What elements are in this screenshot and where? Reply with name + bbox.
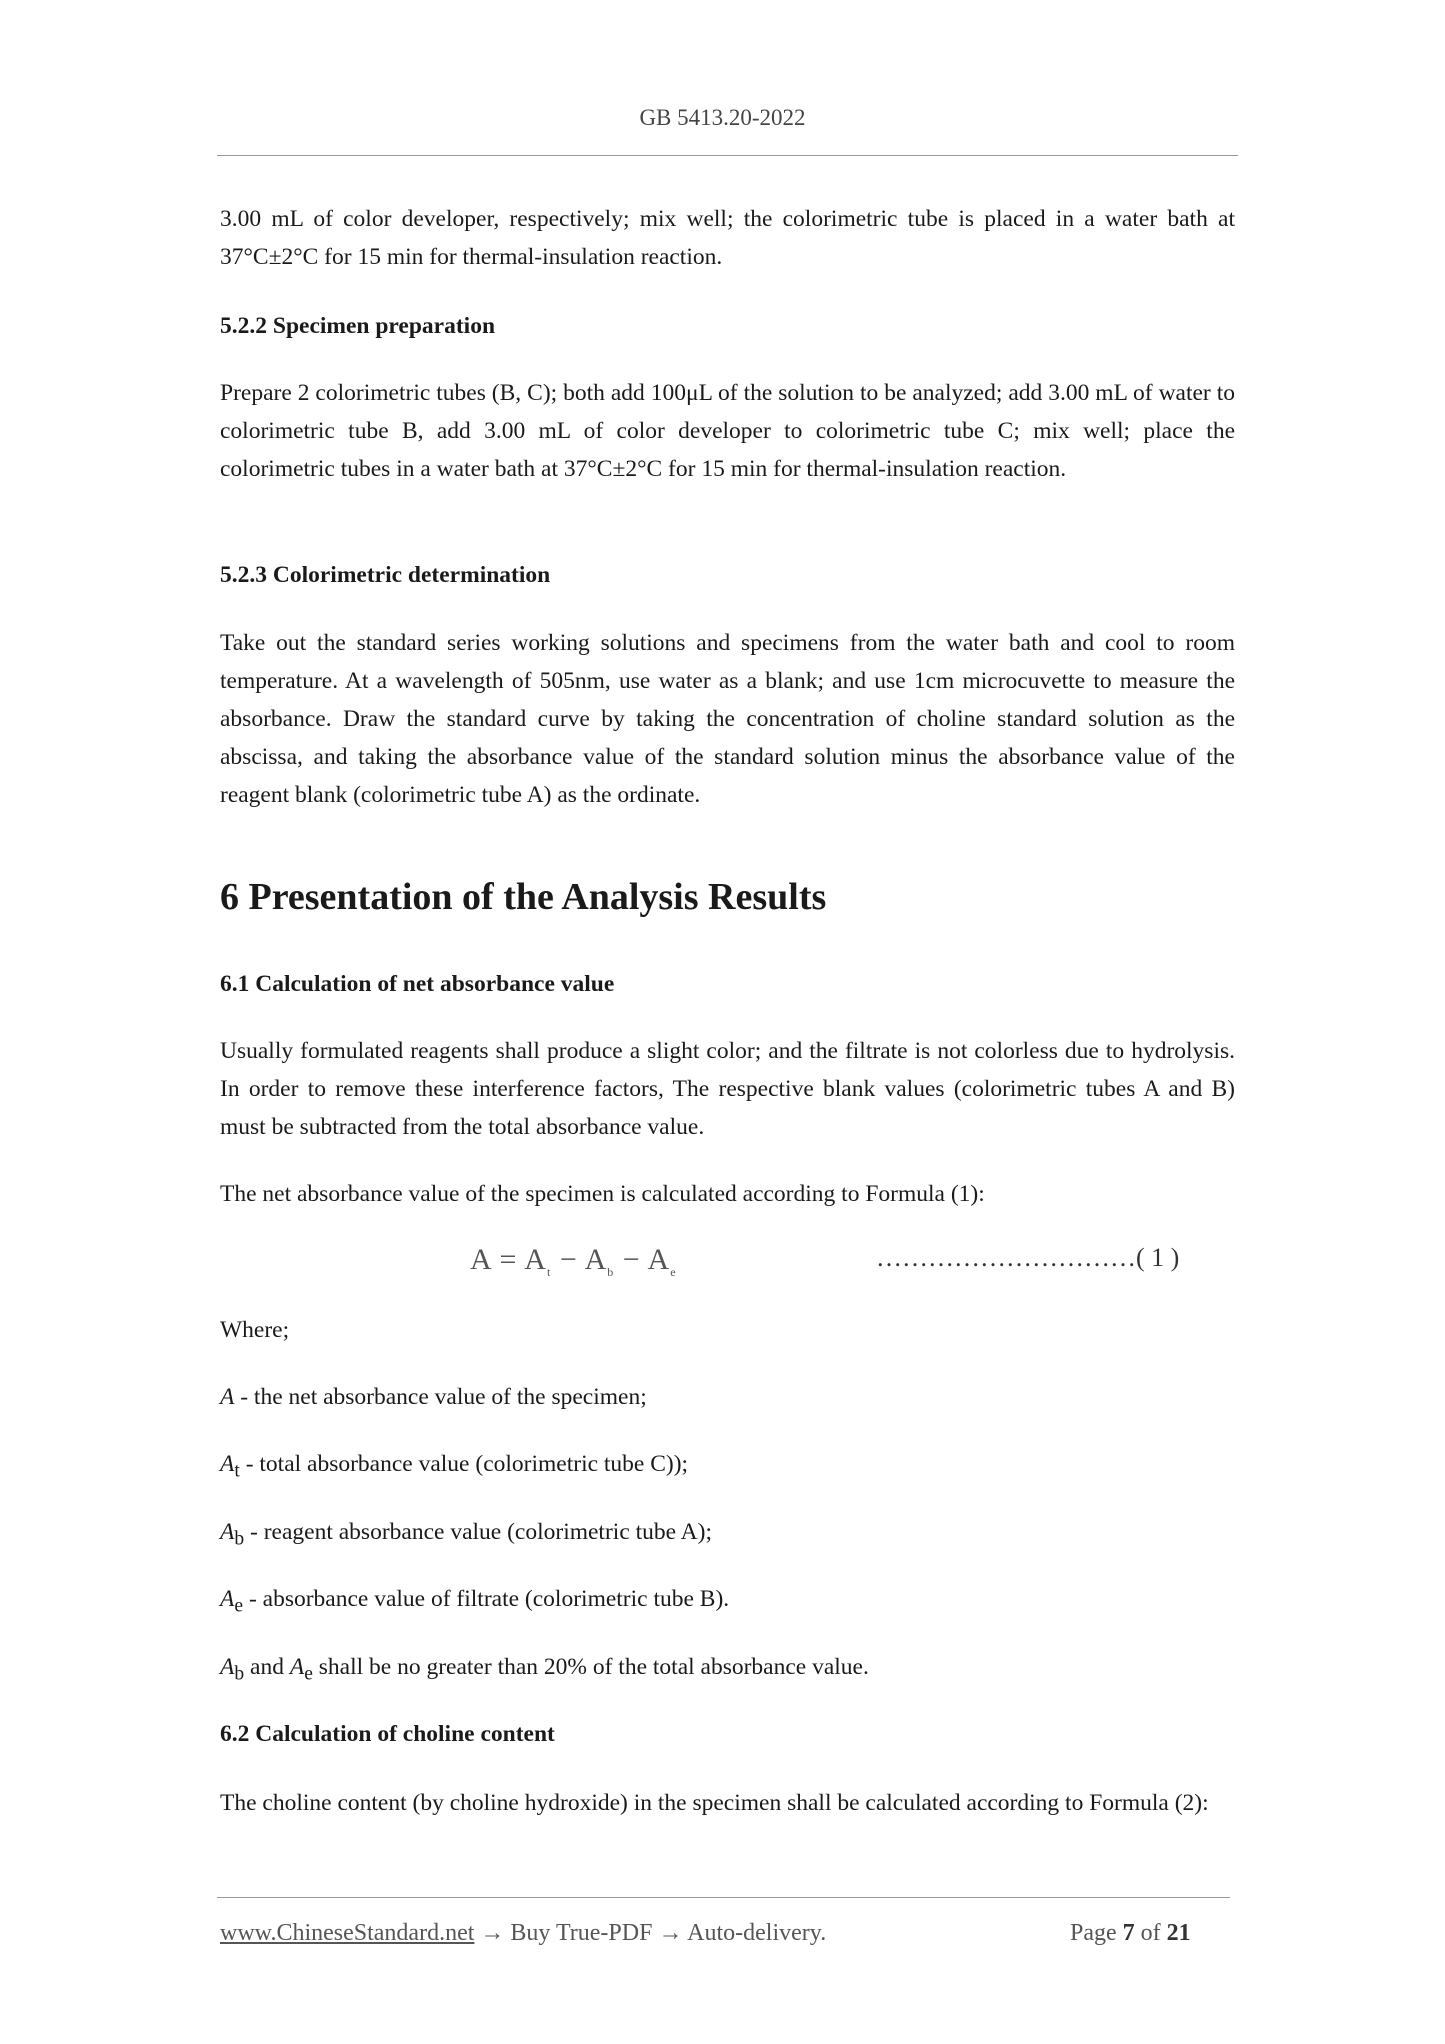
heading-5-2-2: 5.2.2 Specimen preparation [220,313,496,339]
website-link[interactable]: www.ChineseStandard.net [220,1920,475,1946]
heading-6-2: 6.2 Calculation of choline content [220,1721,555,1747]
footer-promo: www.ChineseStandard.net → Buy True-PDF → Auto-delivery. [220,1920,827,1946]
paragraph: The net absorbance value of the specimen is calculated according to Formula (1): [220,1181,985,1207]
heading-6: 6 Presentation of the Analysis Results [220,876,827,918]
definition-item: A - the net absorbance value of the specimen; [220,1384,647,1410]
header-divider [217,155,1238,156]
document-id-header: GB 5413.20-2022 [639,105,806,130]
paragraph: Take out the standard series working solutions and specimens from the water bath and cool to room temperature. At a wavelength of 505nm, use water as a blank; and use 1cm microcuvette to measure the absorbance. Draw the standard curve by taking the concentration of choline standard solution as the abscissa, and taking the absorbance value of the standard solution minus the absorbance value of the reagent blank (colorimetric tube A) as the ordinate. [220,630,1235,808]
paragraph: Usually formulated reagents shall produce a slight color; and the filtrate is not colorless due to hydrolysis. In order to remove these interference factors, The respective blank values (colorimetric tubes A and B) must be subtracted from the total absorbance value. [220,1038,1235,1140]
where-label: Where; [220,1317,290,1343]
formula-1: $A = A_t - A_b - A_e$ [470,1243,677,1279]
heading-5-2-3: 5.2.3 Colorimetric determination [220,562,551,588]
definition-item: $A_e$ - absorbance value of filtrate (colorimetric tube B). [220,1586,730,1617]
paragraph: The choline content (by choline hydroxide) in the specimen shall be calculated according to Formula (2): [220,1790,1209,1816]
footer-divider [217,1897,1230,1898]
page-number: Page 7 of 21 [1070,1920,1191,1946]
definition-item: $A_t$ - total absorbance value (colorimetric tube C)); [220,1451,689,1482]
paragraph: Prepare 2 colorimetric tubes (B, C); both add 100μL of the solution to be analyzed; add 3.00 mL of water to colorimetric tube B, add 3.00 mL of color developer to colorimetric tube C; mix well; place the colorimetric tubes in a water bath at 37°C±2°C for 15 min for thermal-insulation reaction. [220,380,1235,482]
definition-item: $A_b$ - reagent absorbance value (colorimetric tube A); [220,1519,712,1550]
heading-6-1: 6.1 Calculation of net absorbance value [220,971,615,997]
limit-statement: $A_b$ and $A_e$ shall be no greater than 20% of the total absorbance value. [220,1654,869,1685]
formula-number: …………………………( 1 ) [876,1243,1180,1272]
paragraph: 3.00 mL of color developer, respectively; mix well; the colorimetric tube is placed in a water bath at 37°C±2°C for 15 min for thermal-insulation reaction. [220,206,1235,270]
